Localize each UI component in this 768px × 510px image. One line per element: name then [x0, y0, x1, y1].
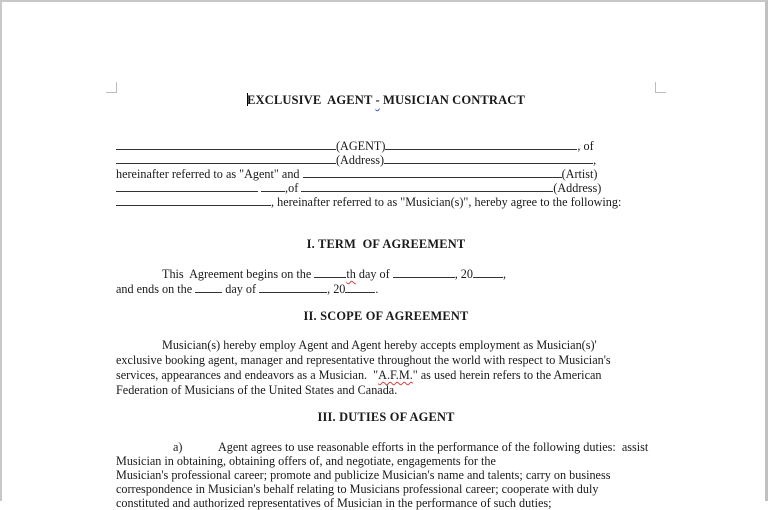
musician-line: , hereinafter referred to as "Musician(s)", hereby agree to the following: [116, 194, 621, 209]
duties-item-label: a) [173, 440, 183, 454]
section-heading-term: I. TERM OF AGREEMENT [306, 237, 466, 251]
end-month-blank[interactable] [259, 281, 327, 293]
agent-blank-2[interactable] [385, 138, 577, 150]
term-begin-line: This Agreement begins on the th day of , 20 , [162, 267, 507, 281]
agent-line: (AGENT) , of [116, 138, 594, 153]
musician-name-blank[interactable] [116, 194, 271, 206]
scope-paragraph-line: Federation of Musicians of the United States and Canada. [116, 383, 398, 397]
duties-paragraph-line: Musician's professional career; promote and publicize Musician's name and talents; carry on business [116, 468, 611, 482]
artist-name-blank[interactable] [303, 166, 562, 178]
grammar-flag: - [375, 93, 380, 107]
artist-address-blank[interactable] [301, 180, 553, 192]
agent-address-blank[interactable] [116, 152, 336, 164]
term-end-line: and ends on the day of , 20 . [116, 282, 379, 296]
section-heading-scope: II. SCOPE OF AGREEMENT [303, 309, 469, 323]
document-title[interactable]: EXCLUSIVE AGENT - MUSICIAN CONTRACT [246, 93, 526, 107]
agent-address-blank-2[interactable] [384, 152, 593, 164]
scope-paragraph-line: exclusive booking agent, manager and representative throughout the world with respect to Musician's [116, 353, 611, 367]
artist-blank-1[interactable] [116, 180, 258, 192]
spelling-flag: A.F.M. [378, 368, 413, 382]
artist-line: hereinafter referred to as "Agent" and (Artist) [116, 167, 598, 181]
agent-name-blank[interactable] [116, 138, 336, 150]
scope-paragraph-line: Musician(s) hereby employ Agent and Agent hereby accepts employment as Musician(s)' [162, 338, 597, 352]
margin-corner-mark-top-left [106, 82, 117, 93]
duties-paragraph-line-partial: constituted and authorized representatives of Musician in the performance of such duties; [116, 496, 552, 510]
scope-paragraph-line: services, appearances and endeavors as a Musician. "A.F.M." as used herein refers to the American [116, 368, 602, 382]
agent-address-line: (Address) , [116, 152, 596, 167]
artist-address-line: ,of (Address) [116, 180, 601, 195]
duties-item-line: a) Agent agrees to use reasonable efforts in the performance of the following duties: assist [173, 440, 649, 454]
duties-paragraph-line: correspondence in Musician's behalf relating to Musicians professional career; cooperate with duly [116, 482, 599, 496]
section-heading-duties: III. DUTIES OF AGENT [317, 410, 455, 424]
duties-paragraph-line: Musician in obtaining, obtaining offers of, and negotiate, engagements for the [116, 454, 496, 468]
begin-year-blank[interactable] [473, 266, 503, 278]
end-year-blank[interactable] [345, 281, 375, 293]
end-day-blank[interactable] [195, 281, 222, 293]
begin-day-blank[interactable] [314, 266, 346, 278]
artist-blank-2[interactable] [261, 180, 285, 192]
begin-month-blank[interactable] [393, 266, 455, 278]
margin-corner-mark-top-right [655, 82, 666, 93]
